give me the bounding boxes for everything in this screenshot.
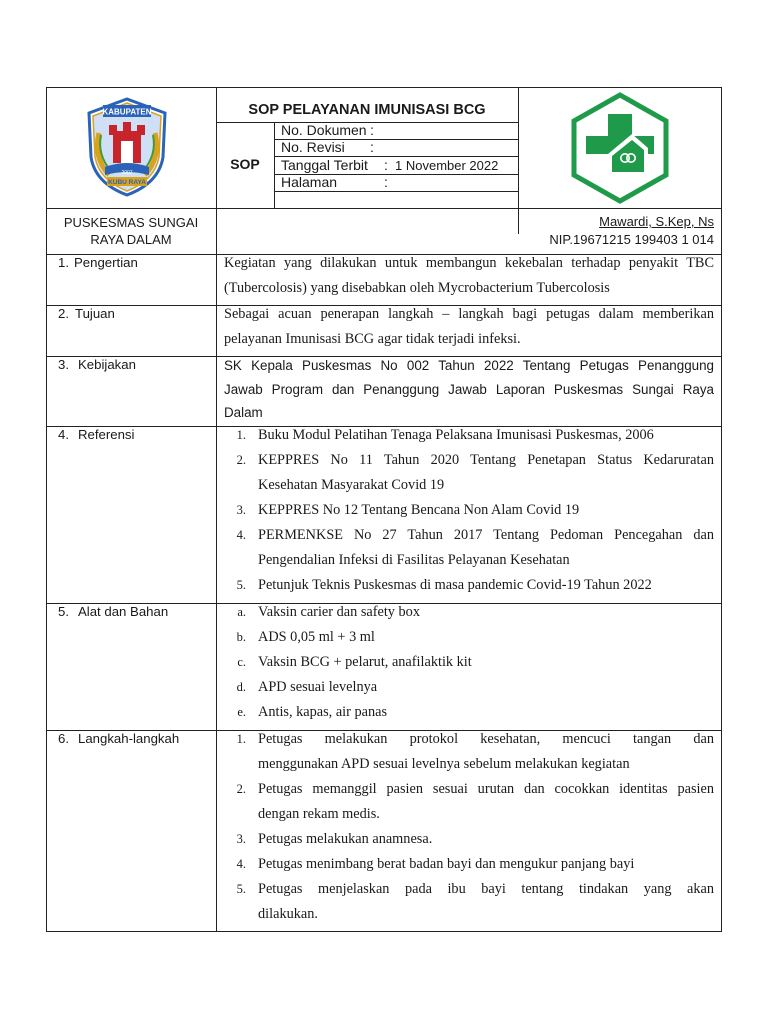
column-divider-1 (216, 87, 217, 932)
list-text-cont: dengan rekam medis. (258, 806, 380, 822)
puskesmas-name-line2: RAYA DALAM (90, 232, 172, 247)
meta-no-revisi-label: No. Revisi (281, 139, 345, 155)
list-text: Vaksin carier dan safety box (258, 604, 420, 620)
list-number: 2. (236, 782, 246, 796)
sop-document (46, 87, 722, 932)
list-item (224, 675, 714, 700)
signer-nip: NIP.19671215 199403 1 014 (549, 232, 714, 247)
section-title: Langkah-langkah (78, 731, 180, 746)
list-text: APD sesuai levelnya (258, 679, 378, 695)
list-text: Petugas melakukan anamnesa. (258, 831, 433, 847)
section-title: Kebijakan (78, 357, 136, 372)
list-number: 2. (236, 453, 246, 467)
langkah-langkah-list (224, 727, 714, 927)
section-number: 6. (58, 731, 69, 746)
meta-no-dokumen-sep: : (370, 122, 374, 138)
list-text: Petunjuk Teknis Puskesmas di masa pandemic Covid-19 Tahun 2022 (258, 577, 652, 593)
list-number: 4. (236, 528, 246, 542)
list-letter: c. (237, 655, 246, 669)
section-label-langkah-langkah (58, 731, 208, 751)
section-label-pengertian (58, 255, 208, 275)
list-item (224, 498, 714, 523)
table-border-top (46, 87, 722, 88)
logo-kubu-raya-text: KUBU RAYA (108, 179, 146, 186)
paragraph-line: Dalam (224, 405, 263, 420)
meta-halaman-label: Halaman (281, 174, 338, 190)
sop-label: SOP (230, 156, 260, 172)
list-number: 3. (236, 503, 246, 517)
column-divider-3 (518, 87, 519, 234)
list-item (224, 600, 714, 625)
list-item (224, 727, 714, 777)
paragraph-line: SK Kepala Puskesmas No 002 Tahun 2022 Tentang Petugas Penanggung (224, 358, 714, 373)
list-letter: e. (237, 705, 246, 719)
list-text: KEPPRES No 11 Tahun 2020 Tentang Penetapan Status Kedaruratan (258, 452, 714, 468)
section-number: 1. (58, 255, 69, 270)
section-title: Referensi (78, 427, 135, 442)
list-number: 3. (236, 832, 246, 846)
section-label-kebijakan (58, 357, 208, 377)
list-text: Antis, kapas, air panas (258, 704, 388, 720)
list-text: Vaksin BCG + pelarut, anafilaktik kit (258, 654, 472, 670)
referensi-list (224, 423, 714, 603)
meta-tanggal-terbit-sep: : (384, 157, 388, 173)
list-text: Petugas memanggil pasien sesuai urutan dan cocokkan identitas pasien (258, 781, 714, 797)
section-number: 2. (58, 306, 69, 321)
list-item (224, 448, 714, 498)
paragraph-line: Jawab Program dan Penanggung Jawab Laporan Puskesmas Sungai Raya (224, 381, 714, 397)
list-item (224, 625, 714, 650)
list-text-cont: Pengendalian Infeksi di Fasilitas Pelayanan Kesehatan (258, 552, 570, 568)
list-item (224, 877, 714, 927)
section-title: Tujuan (75, 306, 115, 321)
list-item (224, 827, 714, 852)
list-letter: a. (237, 605, 246, 619)
section-title: Alat dan Bahan (78, 604, 169, 619)
sop-title: SOP PELAYANAN IMUNISASI BCG (248, 102, 486, 118)
puskesmas-logo (568, 92, 672, 204)
list-letter: d. (236, 680, 246, 694)
list-number: 4. (236, 857, 246, 871)
list-number: 5. (236, 578, 246, 592)
list-text: Petugas menjelaskan pada ibu bayi tentang tindakan yang akan (258, 881, 714, 897)
alat-dan-bahan-list (224, 600, 714, 728)
list-text-cont: dilakukan. (258, 906, 318, 922)
row-divider-header (46, 208, 722, 209)
table-border-left (46, 87, 47, 932)
meta-tanggal-terbit-value: 1 November 2022 (395, 158, 499, 173)
list-item (224, 700, 714, 725)
section-label-tujuan (58, 306, 208, 326)
section-label-alat-dan-bahan (58, 604, 208, 624)
table-border-right (721, 87, 722, 932)
section-number: 5. (58, 604, 69, 619)
list-item (224, 573, 714, 598)
paragraph-line: Kegiatan yang dilakukan untuk membangun kekebalan terhadap penyakit TBC (224, 255, 714, 271)
list-number: 5. (236, 882, 246, 896)
list-text: PERMENKSE No 27 Tahun 2017 Tentang Pedoman Pencegahan dan (258, 527, 714, 543)
signer-name: Mawardi, S.Kep, Ns (599, 214, 714, 229)
list-text: ADS 0,05 ml + 3 ml (258, 629, 375, 645)
paragraph-line: pelayanan Imunisasi BCG agar tidak terjadi infeksi. (224, 331, 521, 347)
section-number: 4. (58, 427, 69, 442)
meta-tanggal-terbit-label: Tanggal Terbit (281, 157, 368, 173)
section-title: Pengertian (74, 255, 138, 270)
list-text: KEPPRES No 12 Tentang Bencana Non Alam Covid 19 (258, 502, 580, 518)
meta-no-dokumen-label: No. Dokumen (281, 122, 367, 138)
sop-meta-divider (274, 122, 275, 208)
list-text-cont: menggunakan APD sesuai levelnya sebelum melakukan kegiatan (258, 756, 630, 772)
list-item (224, 523, 714, 573)
title-underline (216, 122, 518, 123)
list-item (224, 423, 714, 448)
list-item (224, 777, 714, 827)
list-letter: b. (236, 630, 246, 644)
logo-kabupaten-text: KABUPATEN (102, 107, 152, 117)
paragraph-line: Sebagai acuan penerapan langkah – langkah bagi petugas dalam memberikan (224, 306, 714, 322)
meta-no-revisi-sep: : (370, 139, 374, 155)
list-text: Petugas menimbang berat badan bayi dan mengukur panjang bayi (258, 856, 635, 872)
list-item (224, 852, 714, 877)
puskesmas-name-line1: PUSKESMAS SUNGAI (63, 215, 199, 230)
list-text-cont: Kesehatan Masyarakat Covid 19 (258, 477, 445, 493)
logo-year-text: 2007 (121, 170, 133, 176)
paragraph-line: (Tubercolosis) yang disebabkan oleh Mycrobacterium Tubercolosis (224, 280, 610, 296)
meta-line-4 (274, 191, 518, 192)
section-number: 3. (58, 357, 69, 372)
list-number: 1. (236, 732, 246, 746)
section-label-referensi (58, 427, 208, 447)
list-number: 1. (236, 428, 246, 442)
list-item (224, 650, 714, 675)
list-text: Buku Modul Pelatihan Tenaga Pelaksana Imunisasi Puskesmas, 2006 (258, 427, 654, 443)
table-border-bottom (46, 931, 722, 932)
list-text: Petugas melakukan protokol kesehatan, mencuci tangan dan (258, 731, 714, 747)
kabupaten-kubu-raya-logo (79, 95, 175, 199)
meta-halaman-sep: : (384, 174, 388, 190)
